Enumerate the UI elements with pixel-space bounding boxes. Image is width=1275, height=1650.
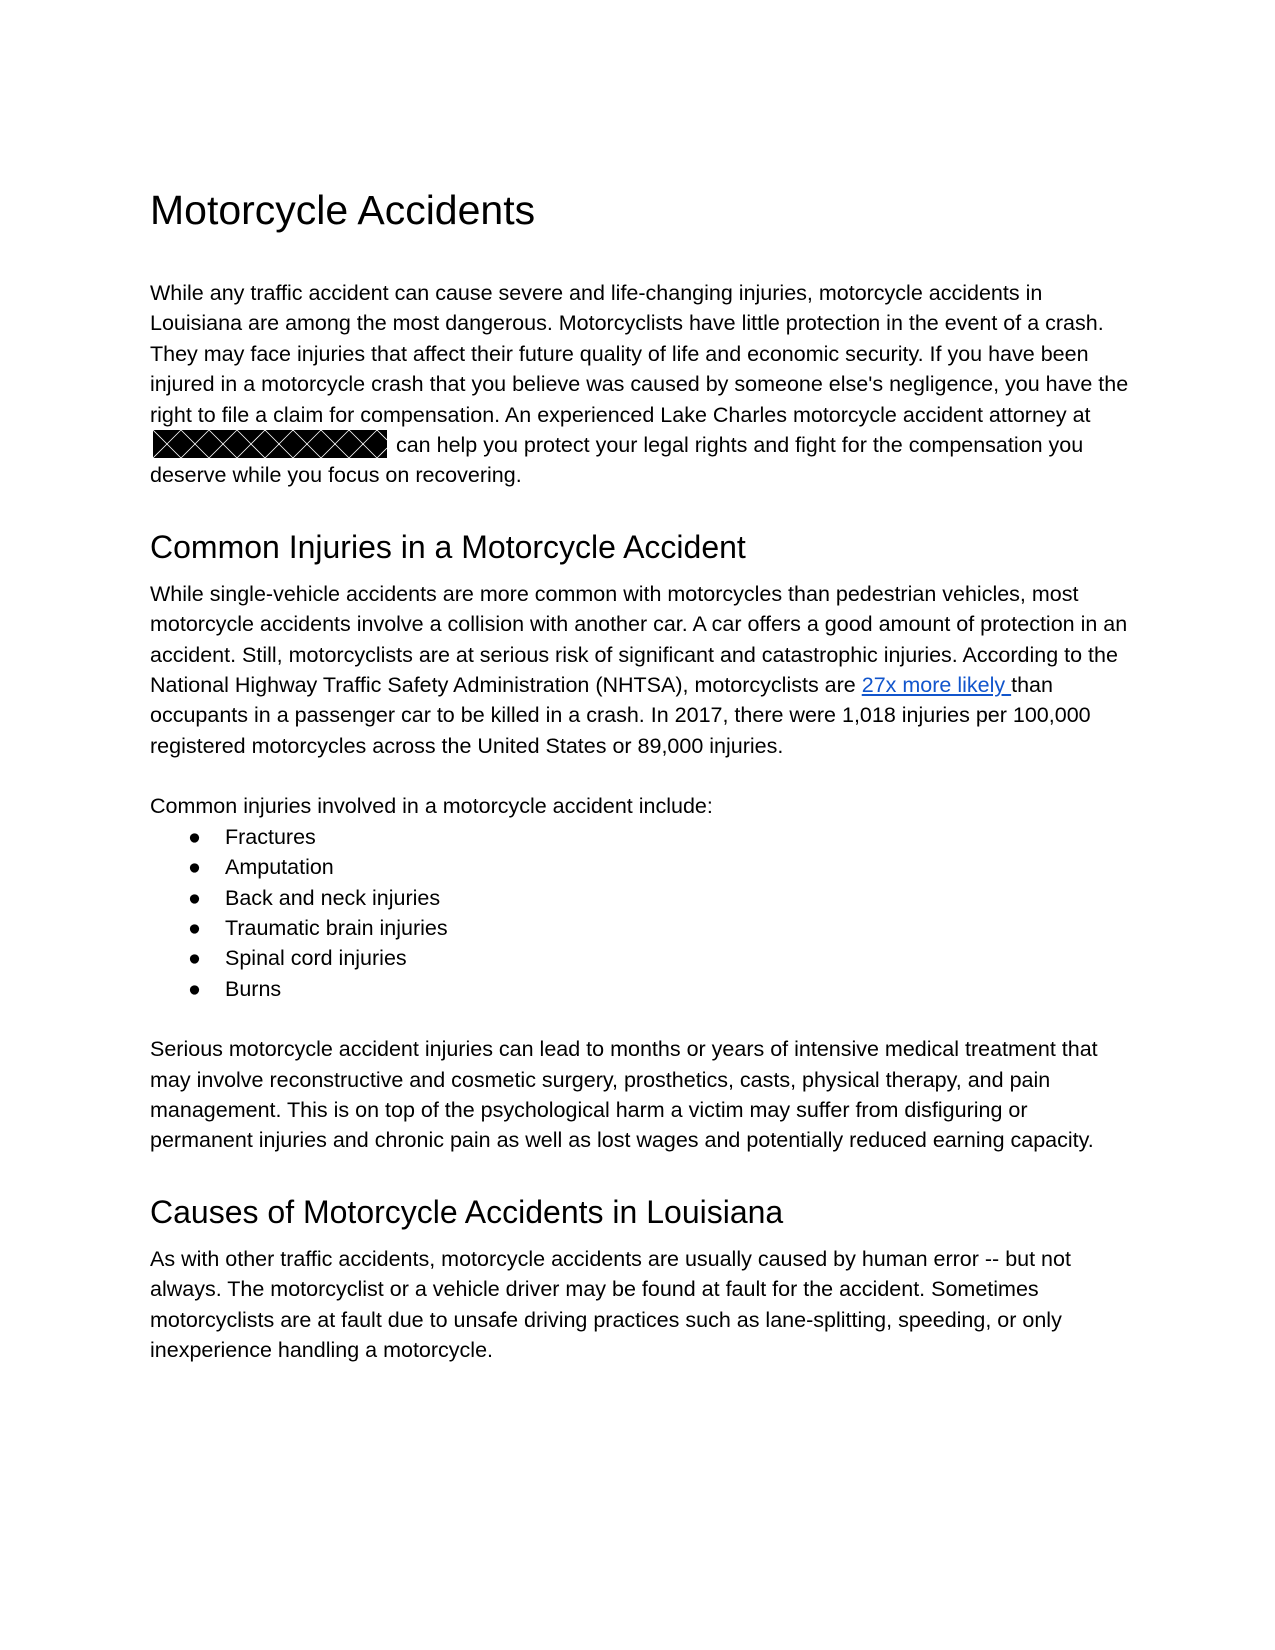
- injuries-text-after: than occupants in a passenger car to be killed in a crash. In 2017, there were 1,018 injuries per 100,000 registered motorcycles across the United States or 89,000 injuries.: [150, 673, 1091, 758]
- page-title: Motorcycle Accidents: [150, 187, 536, 233]
- bullet-icon: ●: [188, 855, 201, 880]
- intro-text-after: can help you protect your legal rights and fight for the compensation you deserve while you focus on recovering.: [150, 433, 1084, 488]
- redacted-firm-name: [153, 430, 387, 458]
- injuries-list-intro: Common injuries involved in a motorcycle accident include:: [150, 794, 713, 819]
- bullet-icon: ●: [188, 915, 201, 940]
- causes-paragraph: As with other traffic accidents, motorcycle accidents are usually caused by human error -- but not always. The motorcyclist or a vehicle driver may be found at fault for the accident. Sometimes motorcyclists are at fault due to unsafe driving practices such as lane-splitting, speeding, or only inexperience handling a motorcycle.: [150, 1246, 1071, 1362]
- section-heading-injuries: Common Injuries in a Motorcycle Accident: [150, 528, 746, 565]
- list-item: ● Traumatic brain injuries: [150, 913, 1130, 943]
- list-item: ● Burns: [150, 974, 1130, 1004]
- bullet-icon: ●: [188, 946, 201, 971]
- bullet-icon: ●: [188, 976, 201, 1001]
- nhtsa-statistic-link[interactable]: 27x more likely: [861, 673, 1012, 698]
- list-item: ● Back and neck injuries: [150, 883, 1130, 913]
- injuries-list: [150, 822, 1130, 1004]
- list-item: ● Amputation: [150, 852, 1130, 882]
- injuries-paragraph: [150, 579, 1130, 761]
- section-heading-causes: Causes of Motorcycle Accidents in Louisiana: [150, 1193, 784, 1230]
- document-page: [150, 186, 1130, 1365]
- list-item: ● Spinal cord injuries: [150, 943, 1130, 973]
- treatment-paragraph: Serious motorcycle accident injuries can lead to months or years of intensive medical treatment that may involve reconstructive and cosmetic surgery, prosthetics, casts, physical therapy, and pain management. This is on top of the psychological harm a victim may suffer from disfiguring or permanent injuries and chronic pain as well as lost wages and potentially reduced earning capacity.: [150, 1037, 1098, 1153]
- bullet-icon: ●: [188, 824, 201, 849]
- intro-text-before: While any traffic accident can cause severe and life-changing injuries, motorcycle accidents in Louisiana are among the most dangerous. Motorcyclists have little protection in the event of a crash. They may face injuries that affect their future quality of life and economic security. If you have been injured in a motorcycle crash that you believe was caused by someone else's negligence, you have the right to file a claim for compensation. An experienced Lake Charles motorcycle accident attorney at: [150, 281, 1129, 427]
- bullet-icon: ●: [188, 885, 201, 910]
- intro-paragraph: [150, 278, 1130, 491]
- injuries-text-before: While single-vehicle accidents are more common with motorcycles than pedestrian vehicles, most motorcycle accidents involve a collision with another car. A car offers a good amount of protection in an accident. Still, motorcyclists are at serious risk of significant and catastrophic injuries. According to the National Highway Traffic Safety Administration (NHTSA), motorcyclists are: [150, 581, 1128, 698]
- list-item: ● Fractures: [150, 822, 1130, 852]
